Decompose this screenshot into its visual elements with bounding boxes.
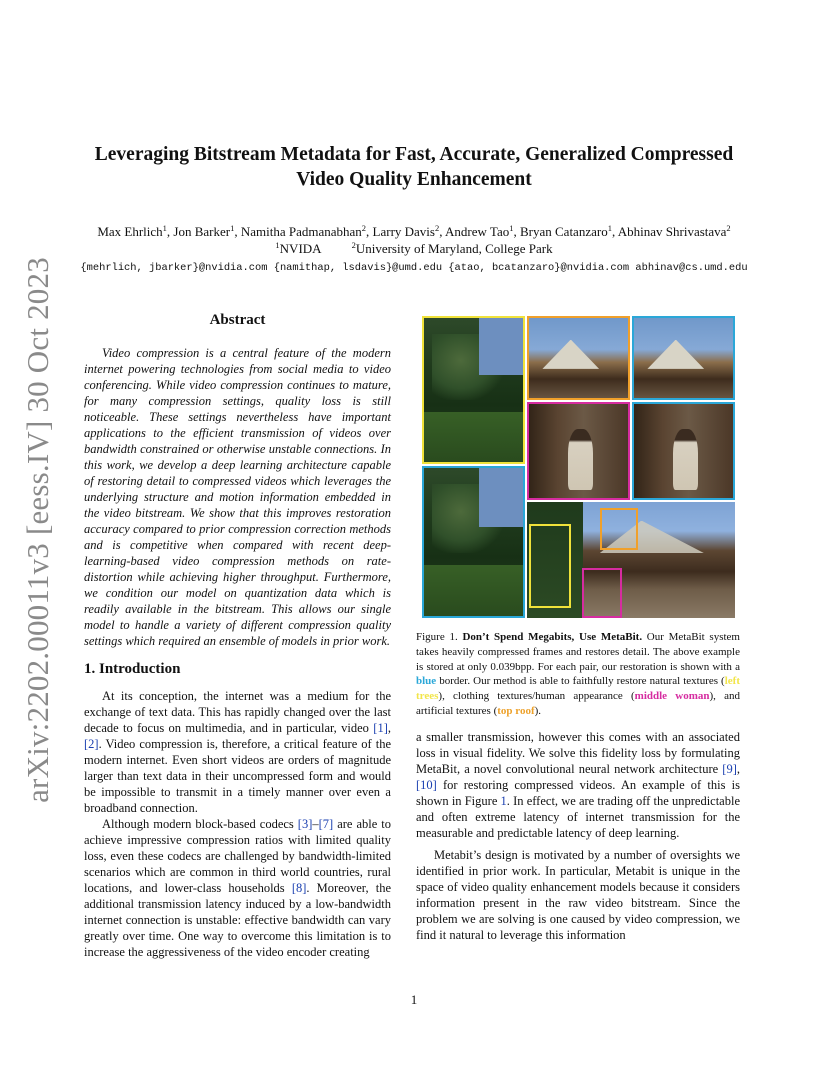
intro-heading: 1. Introduction — [84, 661, 181, 677]
right-paragraph-1: a smaller transmission, however this comes with an associated loss in visual fidelity. We solve this fidelity loss by formulating MetaBit, a novel convolutional neural network architecture [9], [10] for restoring compressed videos. An example of this is shown in Figure 1. In effect, we are trading off the unpredictable and often extreme latency of internet transmission for the measurable and predictable latency of deep learning. — [416, 729, 741, 840]
citation-link[interactable]: [2] — [84, 737, 99, 751]
citation-link[interactable]: [10] — [416, 777, 437, 792]
intro-paragraph-1: At its conception, the internet was a medium for the exchange of text data. This has rapidly changed over the last decade to focus on multimedia, and in particular, video [1], [2]. Video compression is, therefore, a critical feature of the modern internet. Even short videos are orders of magnitude larger than text data in their uncompressed form and would be impossible to transmit in a timely manner over even a broadband connection. — [84, 689, 391, 815]
blue-frame — [632, 316, 735, 400]
abstract-heading: Abstract — [209, 312, 266, 328]
right-column — [416, 630, 740, 943]
orange-frame — [527, 316, 630, 400]
author-emails: {mehrlich, jbarker}@nvidia.com {namithap, lsdavis}@umd.edu {atao, bcatanzaro}@nvidia.com abhinav@cs.umd.edu — [80, 262, 748, 274]
citation-link[interactable]: [7] — [318, 817, 334, 831]
abstract-text: Video compression is a central feature of the modern internet powering technologies from social media to video conferencing. While video compression continues to mature, for many compression settings, quality loss is still noticeable. These settings nevertheless have important applications to the efficient transmission of videos over bandwidth constrained or otherwise unstable connections. In this work, we develop a deep learning architecture capable of restoring detail to compressed videos which leverages the underlying structure and motion information embedded in the video bitstream. We show that this improves restoration accuracy compared to prior compression correction methods and is competitive when compared with recent deep-learning-based video compression methods on rate-distortion while achieving higher throughput. Furthermore, we condition our model on quantization data which is readily available in the bitstream. This allows our single model to handle a variety of different compression quality settings which required an ensemble of models in prior work. — [84, 346, 391, 648]
yellow-crop-box — [529, 524, 571, 608]
orange-crop-box — [600, 508, 638, 550]
page-number: 1 — [410, 992, 418, 1007]
figure-1-image-grid — [422, 316, 735, 618]
left-column — [84, 312, 391, 960]
figure-1-caption: Figure 1. Don’t Spend Megabits, Use MetaBit. Our MetaBit system takes heavily compressed frames and restores detail. The above example is stored at only 0.039bpp. For each pair, our restoration is shown with a blue border. Our method is able to faithfully restore natural textures (left trees), clothing textures/human appearance (middle woman), and artificial textures (top roof). — [416, 631, 741, 717]
blue-frame — [632, 402, 735, 500]
intro-paragraph-2: Although modern block-based codecs [3]–[7] are able to achieve impressive compression ratios with limited quality loss, even these codecs are challenged by bandwidth-limited scenarios which are common in third world countries, rural locations, and lower-class households [8]. Moreover, the additional transmission latency induced by a low-bandwidth internet connection is unstable: effective bandwidth can vary greatly over time. One way to overcome this limitation is to increase the aggressiveness of the video encoder creating — [84, 817, 391, 959]
magenta-crop-box — [582, 568, 622, 618]
citation-link[interactable]: [9] — [722, 761, 737, 776]
arxiv-stamp: arXiv:2202.00011v3 [eess.IV] 30 Oct 2023 — [20, 257, 55, 803]
right-paragraph-2: Metabit’s design is motivated by a number of oversights we identified in prior work. In particular, Metabit is unique in the space of video quality enhancement models because it considers information present in the raw video bitstream. Since the problem we are solving is one caused by video compression, we find it natural to leverage this information — [416, 847, 740, 942]
author-list: Max Ehrlich$^1$, Jon Barker$^1$, Namitha Padmanabhan$^2$, Larry Davis$^2$, Andrew Tao$^1$, Bryan Catanzaro$^1$, Abhinav Shrivastava$^2$ — [97, 223, 731, 239]
citation-link[interactable]: [8] — [291, 881, 307, 895]
blue-frame — [422, 466, 525, 618]
magenta-frame — [527, 402, 630, 500]
figure-link[interactable]: 1 — [500, 793, 507, 808]
paper-title: Leveraging Bitstream Metadata for Fast, Accurate, Generalized Compressed Video Quality Enhancement — [94, 144, 734, 190]
affiliations: $^1$NVIDA $^2$University of Maryland, College Park — [275, 240, 553, 256]
citation-link[interactable]: [1] — [373, 721, 388, 735]
citation-link[interactable]: [3] — [297, 817, 313, 831]
yellow-frame — [422, 316, 525, 464]
